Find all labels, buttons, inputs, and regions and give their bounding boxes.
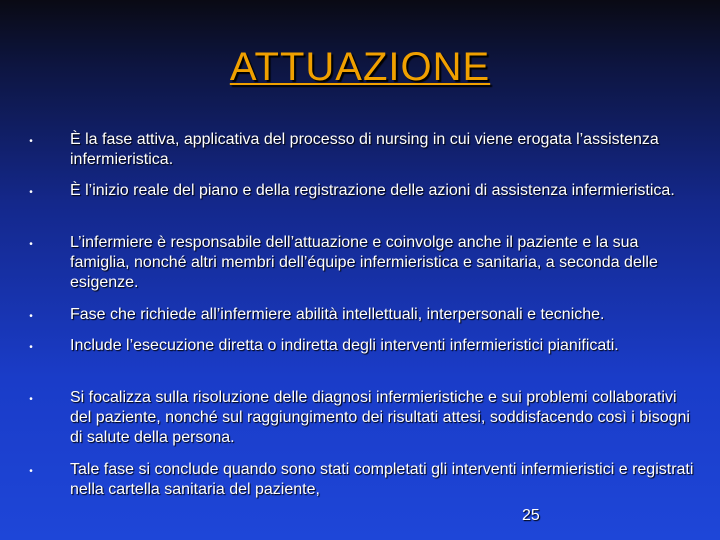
bullet-text: È la fase attiva, applicativa del processo di nursing in cui viene erogata l’assistenza infermieristica. bbox=[70, 131, 659, 168]
slide-title: ATTUAZIONE bbox=[229, 45, 491, 89]
bullet-text: Fase che richiede all’infermiere abilità intellettuali, interpersonali e tecniche. bbox=[70, 306, 605, 323]
bullet-dot-icon: • bbox=[29, 239, 33, 250]
bullet-dot-icon: • bbox=[29, 466, 33, 477]
bullet-dot-icon: • bbox=[29, 187, 33, 198]
page-number: 25 bbox=[522, 507, 540, 524]
bullet-text: Si focalizza sulla risoluzione delle diagnosi infermieristiche e sui problemi collaborativi del paziente, nonché sul raggiungimento dei risultati attesi, soddisfacendo così i bisogni di salute della persona. bbox=[70, 389, 690, 446]
bullet-text: È l’inizio reale del piano e della registrazione delle azioni di assistenza infermieristica. bbox=[70, 182, 675, 199]
bullet-text: L’infermiere è responsabile dell’attuazione e coinvolge anche il paziente e la sua famiglia, nonché altri membri dell’équipe infermieristica e sanitaria, a seconda delle esigenze. bbox=[70, 234, 658, 291]
bullet-dot-icon: • bbox=[29, 311, 33, 322]
bullet-dot-icon: • bbox=[29, 136, 33, 147]
bullet-text: Include l’esecuzione diretta o indiretta degli interventi infermieristici pianificati. bbox=[70, 337, 619, 354]
bullet-dot-icon: • bbox=[29, 342, 33, 353]
bullet-text: Tale fase si conclude quando sono stati completati gli interventi infermieristici e registrati nella cartella sanitaria del paziente, bbox=[70, 461, 694, 498]
bullet-dot-icon: • bbox=[29, 394, 33, 405]
